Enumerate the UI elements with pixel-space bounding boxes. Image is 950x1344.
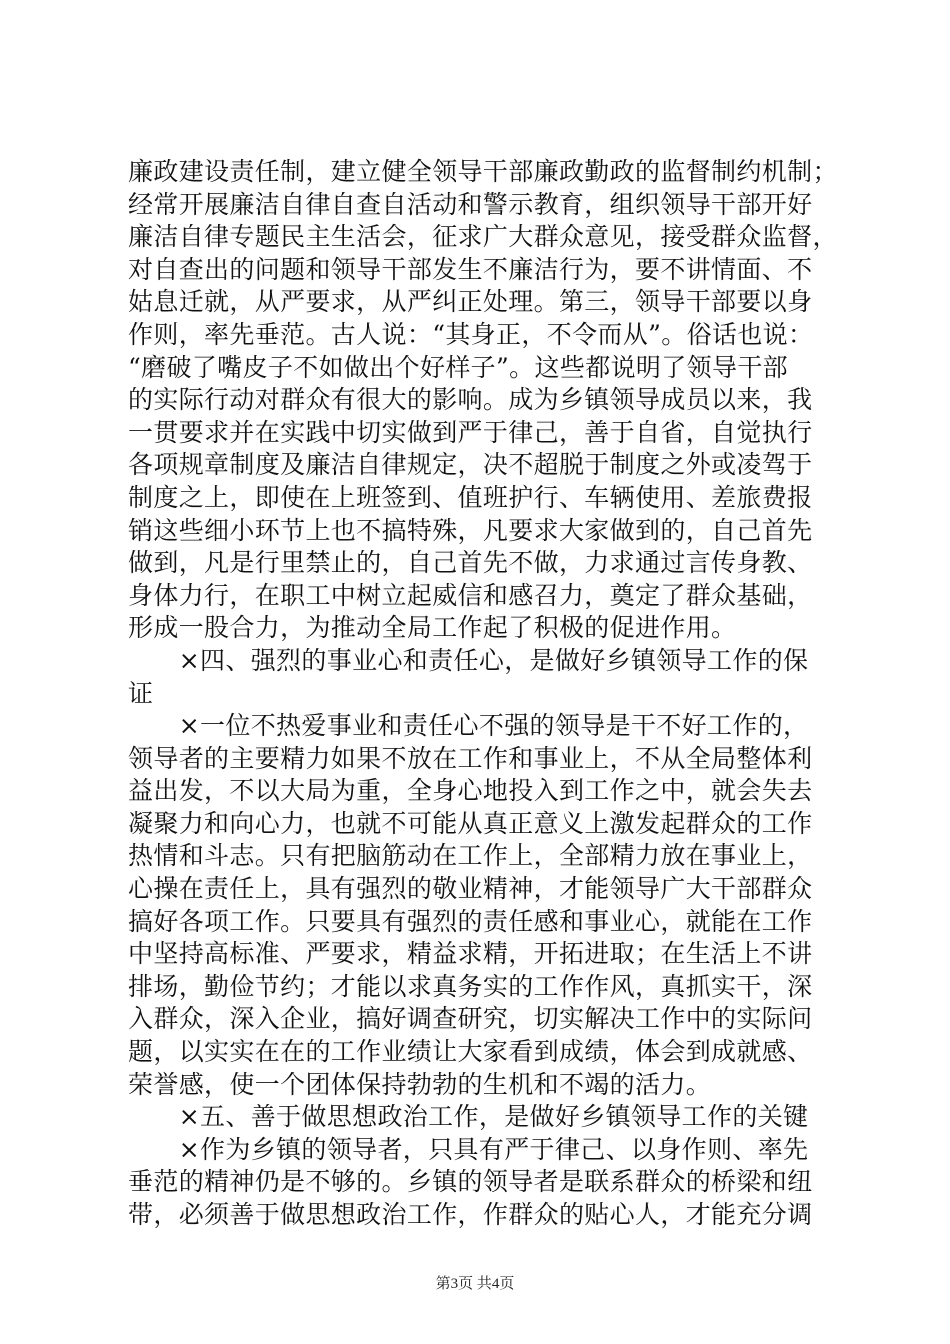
text-line: 姑息迁就，从严要求，从严纠正处理。第三，领导干部要以身 — [128, 287, 813, 317]
text-line: 题，以实实在在的工作业绩让大家看到成绩，体会到成就感、 — [128, 1037, 813, 1067]
text-line: 搞好各项工作。只要具有强烈的责任感和事业心，就能在工作 — [128, 906, 813, 936]
body-text — [128, 156, 838, 1232]
text-line: 的实际行动对群众有很大的影响。成为乡镇领导成员以来，我 — [128, 385, 813, 415]
text-line: 荣誉感，使一个团体保持勃勃的生机和不竭的活力。 — [128, 1069, 712, 1099]
text-line: 各项规章制度及廉洁自律规定，决不超脱于制度之外或凌驾于 — [128, 450, 813, 480]
text-line: 廉洁自律专题民主生活会，征求广大群众意见，接受群众监督， — [128, 222, 838, 252]
section-heading-line: ×四、强烈的事业心和责任心，是做好乡镇领导工作的保 — [128, 645, 809, 675]
text-line: 心操在责任上，具有强烈的敬业精神，才能领导广大干部群众 — [128, 874, 813, 904]
text-line: 益出发，不以大局为重，全身心地投入到工作之中，就会失去 — [128, 776, 813, 806]
text-line: 经常开展廉洁自律自查自活动和警示教育，组织领导干部开好 — [128, 189, 813, 219]
text-line: 对自查出的问题和领导干部发生不廉洁行为，要不讲情面、不 — [128, 254, 813, 284]
section-heading-line: ×五、善于做思想政治工作，是做好乡镇领导工作的关键 — [128, 1102, 809, 1132]
text-line: 身体力行，在职工中树立起威信和感召力，奠定了群众基础， — [128, 580, 813, 610]
text-line: 一贯要求并在实践中切实做到严于律己，善于自省，自觉执行 — [128, 417, 813, 447]
text-line: 凝聚力和向心力，也就不可能从真正意义上激发起群众的工作 — [128, 808, 813, 838]
text-line: 形成一股合力，为推动全局工作起了积极的促进作用。 — [128, 613, 737, 643]
text-line: 热情和斗志。只有把脑筋动在工作上，全部精力放在事业上， — [128, 841, 813, 871]
text-line: 入群众，深入企业，搞好调查研究，切实解决工作中的实际问 — [128, 1004, 813, 1034]
text-line: 作则，率先垂范。古人说：“其身正，不令而从”。俗话也说： — [128, 319, 814, 349]
text-line: ×作为乡镇的领导者，只具有严于律己、以身作则、率先 — [128, 1134, 809, 1164]
text-line: “磨破了嘴皮子不如做出个好样子”。这些都说明了领导干部 — [128, 352, 789, 382]
text-line: 销这些细小环节上也不搞特殊，凡要求大家做到的，自己首先 — [128, 515, 813, 545]
text-line: 制度之上，即使在上班签到、值班护行、车辆使用、差旅费报 — [128, 482, 813, 512]
text-line: 排场，勤俭节约；才能以求真务实的工作作风，真抓实干，深 — [128, 971, 813, 1001]
text-line: 中坚持高标准、严要求，精益求精，开拓进取；在生活上不讲 — [128, 939, 813, 969]
text-line: 廉政建设责任制，建立健全领导干部廉政勤政的监督制约机制； — [128, 157, 838, 186]
section-heading-line: 证 — [128, 678, 154, 708]
text-line: 垂范的精神仍是不够的。乡镇的领导者是联系群众的桥梁和纽 — [128, 1167, 813, 1197]
text-line: 做到，凡是行里禁止的，自己首先不做，力求通过言传身教、 — [128, 548, 813, 578]
page-footer: 第3页 共4页 — [435, 1276, 515, 1292]
text-line: 领导者的主要精力如果不放在工作和事业上，不从全局整体利 — [128, 743, 813, 773]
text-line: ×一位不热爱事业和责任心不强的领导是干不好工作的， — [128, 711, 809, 741]
text-line: 带，必须善于做思想政治工作，作群众的贴心人，才能充分调 — [128, 1200, 813, 1229]
